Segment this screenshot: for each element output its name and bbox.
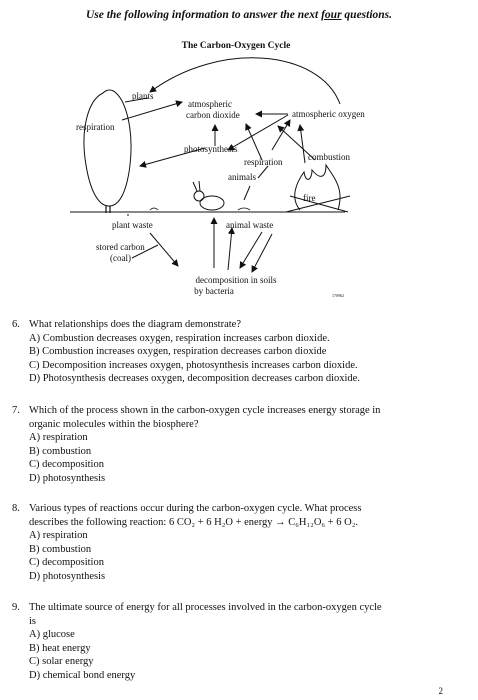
tree-icon xyxy=(84,90,131,213)
option-d: D) photosynthesis xyxy=(29,472,106,484)
question-stem-cont: describes the following reaction: 6 CO₂ + 6 H₂O + energy → C₆H₁₂O₆ + 6 O₂. xyxy=(29,516,358,528)
option-b: B) combustion xyxy=(29,543,92,555)
question-stem-cont: organic molecules within the biosphere? xyxy=(29,418,199,430)
question-stem-cont: is xyxy=(29,615,37,627)
option-b: B) heat energy xyxy=(29,642,91,654)
label-atm-oxygen: atmospheric oxygen xyxy=(292,109,365,119)
header-post: questions. xyxy=(341,9,393,21)
header-emphasis: four xyxy=(321,9,342,21)
question-9: 9. The ultimate source of energy for all processes involved in the carbon-oxygen cycle is A) glucose B) heat energy C) solar energy D) chemical bond energy xyxy=(12,602,382,681)
page-number: 2 xyxy=(438,686,443,696)
question-stem: Which of the process shown in the carbon-oxygen cycle increases energy storage in xyxy=(29,405,381,416)
option-a: A) glucose xyxy=(29,629,75,641)
option-a: A) respiration xyxy=(29,432,88,444)
label-atm-co2-2: carbon dioxide xyxy=(186,110,240,120)
diagram-title: The Carbon-Oxygen Cycle xyxy=(181,41,291,51)
question-8: 8. Various types of reactions occur during the carbon-oxygen cycle. What process describes the following reaction: 6 CO₂ + 6 H₂O + energy → C₆H₁₂O₆ + 6 O₂. A) respiration B) combustion C) decomposition D) photosynthesis xyxy=(12,503,362,582)
option-c: C) Decomposition increases oxygen, photosynthesis increases carbon dioxide. xyxy=(29,359,358,371)
question-7: 7. Which of the process shown in the carbon-oxygen cycle increases energy storage in organic molecules within the biosphere? A) respiration B) combustion C) decomposition D) photosynthesis xyxy=(12,405,381,484)
header-pre: Use the following information to answer the next xyxy=(85,9,322,21)
label-plants: plants xyxy=(132,91,154,101)
label-combustion: combustion xyxy=(308,152,350,162)
question-6: 6. What relationships does the diagram demonstrate? A) Combustion decreases oxygen, respiration increases carbon dioxide. B) Combustion increases oxygen, respiration decreases carbon dioxide C) Decomposition increases oxygen, photosynthesis increases carbon dioxide. D) Photosynthesis decreases oxygen, decomposition decreases carbon dioxide. xyxy=(12,319,360,385)
label-stored-carbon-1: stored carbon xyxy=(96,242,145,252)
fire-icon xyxy=(286,165,350,212)
option-c: C) solar energy xyxy=(29,656,94,668)
label-respiration-left: respiration xyxy=(76,122,115,132)
label-stored-carbon-2: (coal) xyxy=(110,253,131,263)
label-atm-co2-1: atmospheric xyxy=(188,99,232,109)
label-respiration-mid: respiration xyxy=(244,157,283,167)
label-decomposition-1: decomposition in soils xyxy=(195,275,277,285)
option-b: B) combustion xyxy=(29,445,92,457)
question-stem: Various types of reactions occur during the carbon-oxygen cycle. What process xyxy=(29,503,362,514)
question-stem: What relationships does the diagram demonstrate? xyxy=(29,319,241,330)
figure-code: 170962 xyxy=(332,293,344,298)
label-decomposition-2: by bacteria xyxy=(194,286,234,296)
option-a: A) respiration xyxy=(29,530,88,542)
label-animals: animals xyxy=(228,172,256,182)
option-b: B) Combustion increases oxygen, respiration decreases carbon dioxide xyxy=(29,346,327,358)
carbon-oxygen-cycle-diagram xyxy=(0,0,478,310)
label-animal-waste: animal waste xyxy=(226,220,274,230)
option-c: C) decomposition xyxy=(29,557,104,569)
option-c: C) decomposition xyxy=(29,459,104,471)
option-d: D) photosynthesis xyxy=(29,570,106,582)
label-photosynthesis: photosynthesis xyxy=(184,144,238,154)
label-plant-waste: plant waste xyxy=(112,220,153,230)
option-d: D) chemical bond energy xyxy=(29,669,136,681)
option-d: D) Photosynthesis decreases oxygen, decomposition decreases carbon dioxide. xyxy=(29,373,360,385)
label-fire: fire xyxy=(303,193,316,203)
arc-arrow xyxy=(150,58,340,104)
rabbit-icon xyxy=(193,181,224,210)
question-stem: The ultimate source of energy for all processes involved in the carbon-oxygen cycle xyxy=(29,602,382,613)
option-a: A) Combustion decreases oxygen, respiration increases carbon dioxide. xyxy=(29,332,330,344)
